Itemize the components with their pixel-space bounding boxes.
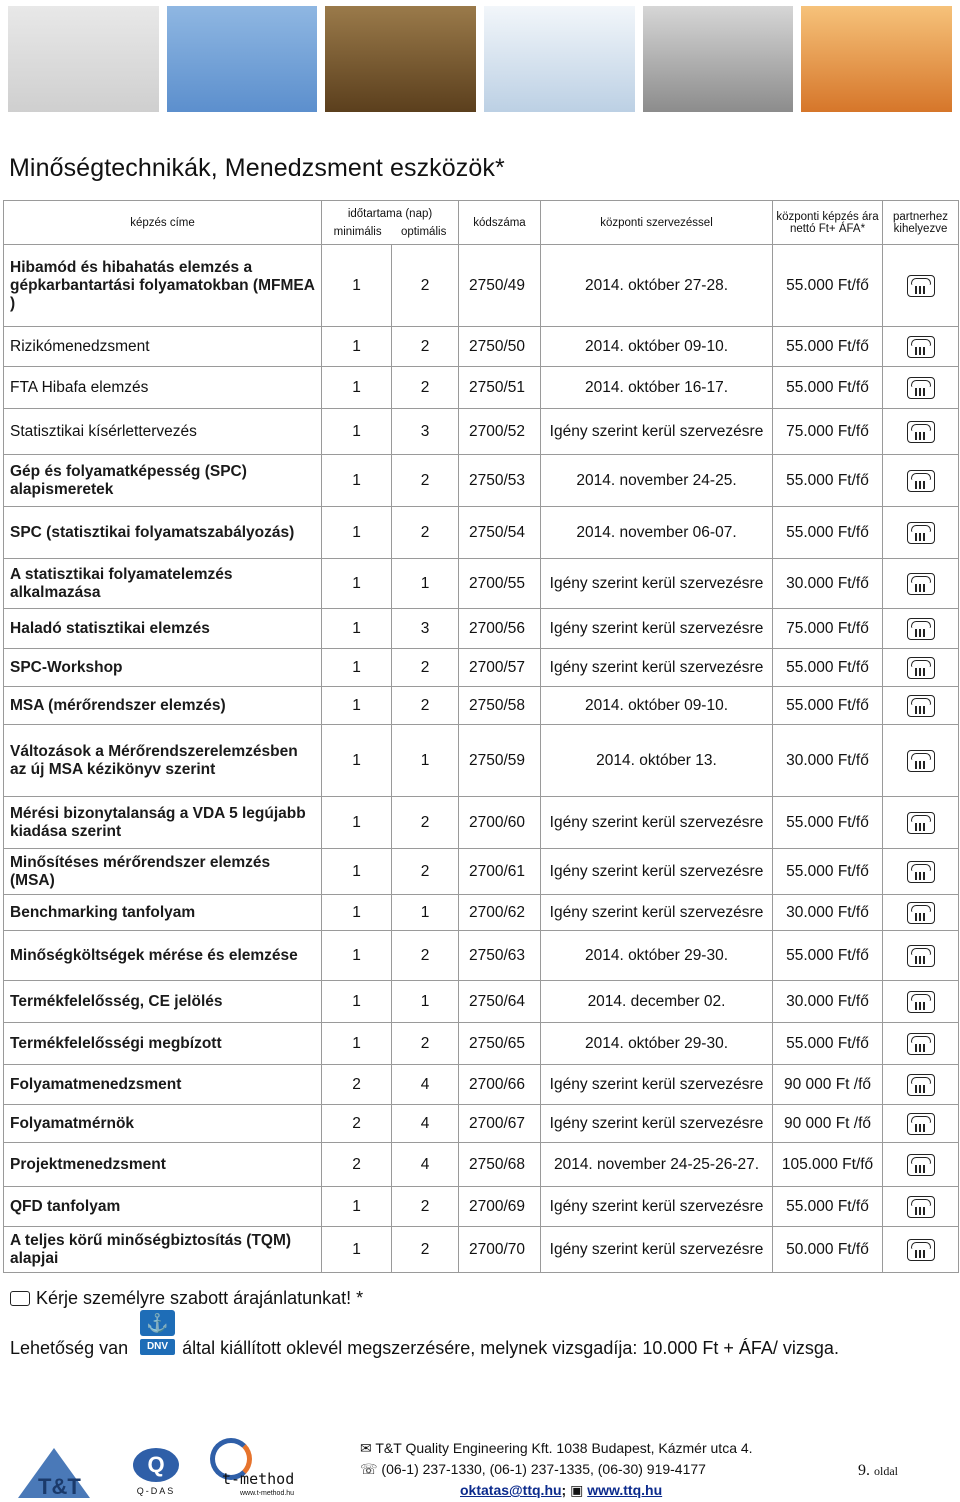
course-date: Igény szerint kerül szervezésre — [541, 1065, 773, 1105]
table-row — [4, 931, 959, 981]
course-date: 2014. október 09-10. — [541, 327, 773, 367]
min-days: 1 — [322, 409, 392, 455]
opt-days: 2 — [392, 367, 459, 409]
course-code: 2750/65 — [459, 1023, 541, 1065]
tt-logo — [10, 1444, 102, 1502]
header-code: kódszáma — [459, 201, 541, 245]
course-code: 2700/55 — [459, 559, 541, 609]
phones: (06-1) 237-1330, (06-1) 237-1335, (06-30) 919-4177 — [381, 1461, 706, 1477]
table-row — [4, 1227, 959, 1273]
table-row — [4, 559, 959, 609]
partner-cell — [883, 507, 959, 559]
course-price: 105.000 Ft/fő — [773, 1143, 883, 1187]
graduation-cap-image — [8, 6, 159, 112]
min-days: 1 — [322, 559, 392, 609]
phone-icon — [907, 1239, 935, 1261]
course-date: 2014. november 24-25. — [541, 455, 773, 507]
course-code: 2700/60 — [459, 797, 541, 849]
course-date: 2014. október 09-10. — [541, 687, 773, 725]
course-date: 2014. október 29-30. — [541, 1023, 773, 1065]
partner-cell — [883, 797, 959, 849]
header-price: központi képzés ára nettó Ft+ ÁFA* — [773, 201, 883, 245]
course-code: 2700/62 — [459, 895, 541, 931]
partner-cell — [883, 327, 959, 367]
table-row — [4, 797, 959, 849]
table-row — [4, 1065, 959, 1105]
course-code: 2750/50 — [459, 327, 541, 367]
min-days: 2 — [322, 1105, 392, 1143]
course-code: 2750/58 — [459, 687, 541, 725]
min-days: 1 — [322, 455, 392, 507]
min-days: 1 — [322, 367, 392, 409]
course-code: 2750/64 — [459, 981, 541, 1023]
course-price: 55.000 Ft/fő — [773, 1023, 883, 1065]
course-price: 30.000 Ft/fő — [773, 981, 883, 1023]
phone-icon — [907, 377, 935, 399]
phone-icon — [907, 991, 935, 1013]
opt-days: 2 — [392, 649, 459, 687]
opt-days: 2 — [392, 931, 459, 981]
table-row — [4, 609, 959, 649]
phone-icon — [907, 695, 935, 717]
partner-cell — [883, 1023, 959, 1065]
course-price: 55.000 Ft/fő — [773, 649, 883, 687]
course-date: Igény szerint kerül szervezésre — [541, 609, 773, 649]
course-title: Termékfelelősség, CE jelölés — [4, 981, 322, 1023]
course-date: Igény szerint kerül szervezésre — [541, 559, 773, 609]
course-date: Igény szerint kerül szervezésre — [541, 797, 773, 849]
anchor-icon: ⚓ — [140, 1310, 175, 1336]
min-days: 1 — [322, 1023, 392, 1065]
phone-icon — [907, 522, 935, 544]
min-days: 1 — [322, 1227, 392, 1273]
course-title: FTA Hibafa elemzés — [4, 367, 322, 409]
course-title: Minőségköltségek mérése és elemzése — [4, 931, 322, 981]
phone-icon — [907, 1196, 935, 1218]
request-note — [10, 1288, 363, 1309]
min-days: 1 — [322, 245, 392, 327]
phone-icon — [907, 812, 935, 834]
course-title: A statisztikai folyamatelemzés alkalmazása — [4, 559, 322, 609]
min-days: 1 — [322, 931, 392, 981]
vintage-car-image — [643, 6, 794, 112]
partner-cell — [883, 409, 959, 455]
phone-icon — [907, 945, 935, 967]
course-code: 2750/51 — [459, 367, 541, 409]
course-price: 55.000 Ft/fő — [773, 507, 883, 559]
dnv-note-pre: Lehetőség van — [10, 1338, 129, 1358]
table-row — [4, 1143, 959, 1187]
min-days: 1 — [322, 725, 392, 797]
course-price: 30.000 Ft/fő — [773, 725, 883, 797]
course-price: 55.000 Ft/fő — [773, 455, 883, 507]
table-row — [4, 245, 959, 327]
course-date: 2014. október 13. — [541, 725, 773, 797]
course-date: Igény szerint kerül szervezésre — [541, 849, 773, 895]
request-text: Kérje személyre szabott árajánlatunkat! * — [36, 1288, 364, 1308]
min-days: 1 — [322, 327, 392, 367]
course-price: 90 000 Ft /fő — [773, 1065, 883, 1105]
min-days: 1 — [322, 609, 392, 649]
course-code: 2700/56 — [459, 609, 541, 649]
old-book-image — [325, 6, 476, 112]
course-title: Gép és folyamatképesség (SPC) alapismeretek — [4, 455, 322, 507]
partner-cell — [883, 455, 959, 507]
mouse-icon: ▣ — [570, 1482, 588, 1498]
course-price: 75.000 Ft/fő — [773, 409, 883, 455]
course-date: 2014. december 02. — [541, 981, 773, 1023]
table-row — [4, 1023, 959, 1065]
table-row — [4, 849, 959, 895]
course-code: 2750/68 — [459, 1143, 541, 1187]
tmethod-logo — [210, 1438, 306, 1502]
course-title: Statisztikai kísérlettervezés — [4, 409, 322, 455]
course-code: 2700/67 — [459, 1105, 541, 1143]
course-title: Mérési bizonytalanság a VDA 5 legújabb kiadása szerint — [4, 797, 322, 849]
min-days: 1 — [322, 1187, 392, 1227]
course-title: Projektmenedzsment — [4, 1143, 322, 1187]
course-price: 55.000 Ft/fő — [773, 1187, 883, 1227]
table-row — [4, 981, 959, 1023]
min-days: 1 — [322, 797, 392, 849]
phone-icon — [907, 470, 935, 492]
course-title: SPC (statisztikai folyamatszabályozás) — [4, 507, 322, 559]
table-row — [4, 409, 959, 455]
opt-days: 2 — [392, 245, 459, 327]
header-central: központi szervezéssel — [541, 201, 773, 245]
phone-icon — [907, 861, 935, 883]
course-code: 2700/69 — [459, 1187, 541, 1227]
course-price: 55.000 Ft/fő — [773, 797, 883, 849]
opt-days: 1 — [392, 895, 459, 931]
course-date: Igény szerint kerül szervezésre — [541, 1227, 773, 1273]
qdas-logo: Q Q-DAS — [116, 1444, 196, 1502]
table-row — [4, 507, 959, 559]
course-code: 2700/57 — [459, 649, 541, 687]
course-price: 30.000 Ft/fő — [773, 895, 883, 931]
course-date: Igény szerint kerül szervezésre — [541, 1187, 773, 1227]
partner-cell — [883, 559, 959, 609]
phone-icon — [907, 902, 935, 924]
phone-icon: ☏ — [360, 1461, 382, 1477]
table-body — [4, 245, 959, 1273]
phone-icon — [907, 421, 935, 443]
phone-icon — [907, 336, 935, 358]
course-price: 55.000 Ft/fő — [773, 245, 883, 327]
course-date: 2014. november 24-25-26-27. — [541, 1143, 773, 1187]
opt-days: 2 — [392, 455, 459, 507]
course-code: 2700/66 — [459, 1065, 541, 1105]
partner-cell — [883, 687, 959, 725]
envelope-icon: ✉ — [360, 1440, 376, 1456]
course-title: MSA (mérőrendszer elemzés) — [4, 687, 322, 725]
phone-icon — [907, 750, 935, 772]
email-link[interactable]: oktatas@ttq.hu — [460, 1482, 562, 1498]
header-opt: optimális — [400, 225, 447, 238]
course-date: 2014. november 06-07. — [541, 507, 773, 559]
tt-logo-text: T&T — [38, 1474, 81, 1499]
opt-days: 4 — [392, 1143, 459, 1187]
course-title: Hibamód és hibahatás elemzés a gépkarbantartási folyamatokban (MFMEA ) — [4, 245, 322, 327]
table-row — [4, 725, 959, 797]
opt-days: 2 — [392, 507, 459, 559]
page-title: Minőségtechnikák, Menedzsment eszközök* — [9, 154, 505, 182]
partner-cell — [883, 849, 959, 895]
partner-cell — [883, 245, 959, 327]
course-table — [3, 200, 959, 1273]
footer-logos — [10, 1438, 306, 1502]
course-price: 75.000 Ft/fő — [773, 609, 883, 649]
contact-block: ✉ T&T Quality Engineering Kft. 1038 Budapest, Kázmér utca 4. ☏ (06-1) 237-1330, (06-1) 237-1335, (06-30) 919-4177 oktatas@ttq.hu; ▣ www.ttq.hu — [360, 1440, 753, 1498]
opt-days: 2 — [392, 1023, 459, 1065]
tmethod-logo-text: t-method — [222, 1470, 295, 1488]
course-code: 2700/70 — [459, 1227, 541, 1273]
course-title: Folyamatmérnök — [4, 1105, 322, 1143]
opt-days: 4 — [392, 1105, 459, 1143]
phone-icon — [907, 275, 935, 297]
phone-icon — [10, 1291, 30, 1306]
header-duration-label: időtartama (nap) — [347, 207, 433, 220]
header-min: minimális — [333, 225, 382, 238]
partner-cell — [883, 1143, 959, 1187]
min-days: 2 — [322, 1143, 392, 1187]
course-title: Rizikómenedzsment — [4, 327, 322, 367]
phone-icon — [907, 1033, 935, 1055]
table-row — [4, 687, 959, 725]
opt-days: 2 — [392, 797, 459, 849]
min-days: 1 — [322, 849, 392, 895]
dnv-note-post: által kiállított oklevél megszerzésére, melynek vizsgadíja: 10.000 Ft + ÁFA/ vizsga. — [182, 1338, 839, 1358]
partner-cell — [883, 931, 959, 981]
course-price: 55.000 Ft/fő — [773, 367, 883, 409]
course-code: 2700/61 — [459, 849, 541, 895]
phone-icon — [907, 618, 935, 640]
banner — [8, 6, 952, 112]
opt-days: 2 — [392, 849, 459, 895]
min-days: 1 — [322, 895, 392, 931]
header-duration — [322, 201, 459, 245]
min-days: 2 — [322, 1065, 392, 1105]
phone-icon — [907, 1113, 935, 1135]
course-price: 30.000 Ft/fő — [773, 559, 883, 609]
course-code: 2750/54 — [459, 507, 541, 559]
partner-cell — [883, 725, 959, 797]
course-code: 2750/63 — [459, 931, 541, 981]
partner-cell — [883, 981, 959, 1023]
opt-days: 1 — [392, 559, 459, 609]
course-title: A teljes körű minőségbiztosítás (TQM) alapjai — [4, 1227, 322, 1273]
course-price: 55.000 Ft/fő — [773, 687, 883, 725]
phone-icon — [907, 1154, 935, 1176]
page-number — [858, 1462, 898, 1480]
course-code: 2750/49 — [459, 245, 541, 327]
page-number-value: 9. — [858, 1462, 870, 1479]
page-number-word: oldal — [874, 1464, 898, 1478]
opt-days: 2 — [392, 1187, 459, 1227]
table-row — [4, 455, 959, 507]
course-title: SPC-Workshop — [4, 649, 322, 687]
table-row — [4, 649, 959, 687]
partner-cell — [883, 1105, 959, 1143]
partner-cell — [883, 1187, 959, 1227]
course-title: Minősítéses mérőrendszer elemzés (MSA) — [4, 849, 322, 895]
min-days: 1 — [322, 981, 392, 1023]
opt-days: 2 — [392, 687, 459, 725]
course-price: 50.000 Ft/fő — [773, 1227, 883, 1273]
course-title: Termékfelelősségi megbízott — [4, 1023, 322, 1065]
table-row — [4, 895, 959, 931]
course-date: Igény szerint kerül szervezésre — [541, 649, 773, 687]
partner-cell — [883, 895, 959, 931]
course-title: Haladó statisztikai elemzés — [4, 609, 322, 649]
partner-cell — [883, 1227, 959, 1273]
course-price: 55.000 Ft/fő — [773, 327, 883, 367]
opt-days: 2 — [392, 1227, 459, 1273]
course-code: 2750/59 — [459, 725, 541, 797]
min-days: 1 — [322, 687, 392, 725]
opt-days: 1 — [392, 725, 459, 797]
opt-days: 3 — [392, 409, 459, 455]
course-date: Igény szerint kerül szervezésre — [541, 409, 773, 455]
partner-cell — [883, 1065, 959, 1105]
course-date: 2014. október 27-28. — [541, 245, 773, 327]
course-date: Igény szerint kerül szervezésre — [541, 1105, 773, 1143]
qdas-logo-text: Q-DAS — [136, 1486, 176, 1496]
tmethod-logo-url: www.t-method.hu — [240, 1490, 295, 1497]
web-link[interactable]: www.ttq.hu — [587, 1482, 663, 1498]
min-days: 1 — [322, 507, 392, 559]
phone-icon — [907, 657, 935, 679]
course-price: 55.000 Ft/fő — [773, 931, 883, 981]
course-date: Igény szerint kerül szervezésre — [541, 895, 773, 931]
course-code: 2700/52 — [459, 409, 541, 455]
course-title: Folyamatmenedzsment — [4, 1065, 322, 1105]
header-partner: partnerhez kihelyezve — [883, 201, 959, 245]
course-title: Benchmarking tanfolyam — [4, 895, 322, 931]
dnv-label: DNV — [140, 1339, 175, 1355]
table-row — [4, 1187, 959, 1227]
opt-days: 1 — [392, 981, 459, 1023]
course-price: 90 000 Ft /fő — [773, 1105, 883, 1143]
opt-days: 3 — [392, 609, 459, 649]
opt-days: 4 — [392, 1065, 459, 1105]
table-row — [4, 327, 959, 367]
partner-cell — [883, 367, 959, 409]
course-code: 2750/53 — [459, 455, 541, 507]
wind-turbine-image — [167, 6, 318, 112]
course-title: QFD tanfolyam — [4, 1187, 322, 1227]
phone-icon — [907, 573, 935, 595]
construction-image — [801, 6, 952, 112]
course-price: 55.000 Ft/fő — [773, 849, 883, 895]
table-row — [4, 1105, 959, 1143]
partner-cell — [883, 649, 959, 687]
phone-icon — [907, 1074, 935, 1096]
min-days: 1 — [322, 649, 392, 687]
header-title: képzés címe — [4, 201, 322, 245]
partner-cell — [883, 609, 959, 649]
course-date: 2014. október 29-30. — [541, 931, 773, 981]
opt-days: 2 — [392, 327, 459, 367]
course-title: Változások a Mérőrendszerelemzésben az új MSA kézikönyv szerint — [4, 725, 322, 797]
dnv-note — [10, 1338, 839, 1359]
course-date: 2014. október 16-17. — [541, 367, 773, 409]
address: T&T Quality Engineering Kft. 1038 Budapest, Kázmér utca 4. — [375, 1440, 753, 1456]
table-row — [4, 367, 959, 409]
computer-image — [484, 6, 635, 112]
